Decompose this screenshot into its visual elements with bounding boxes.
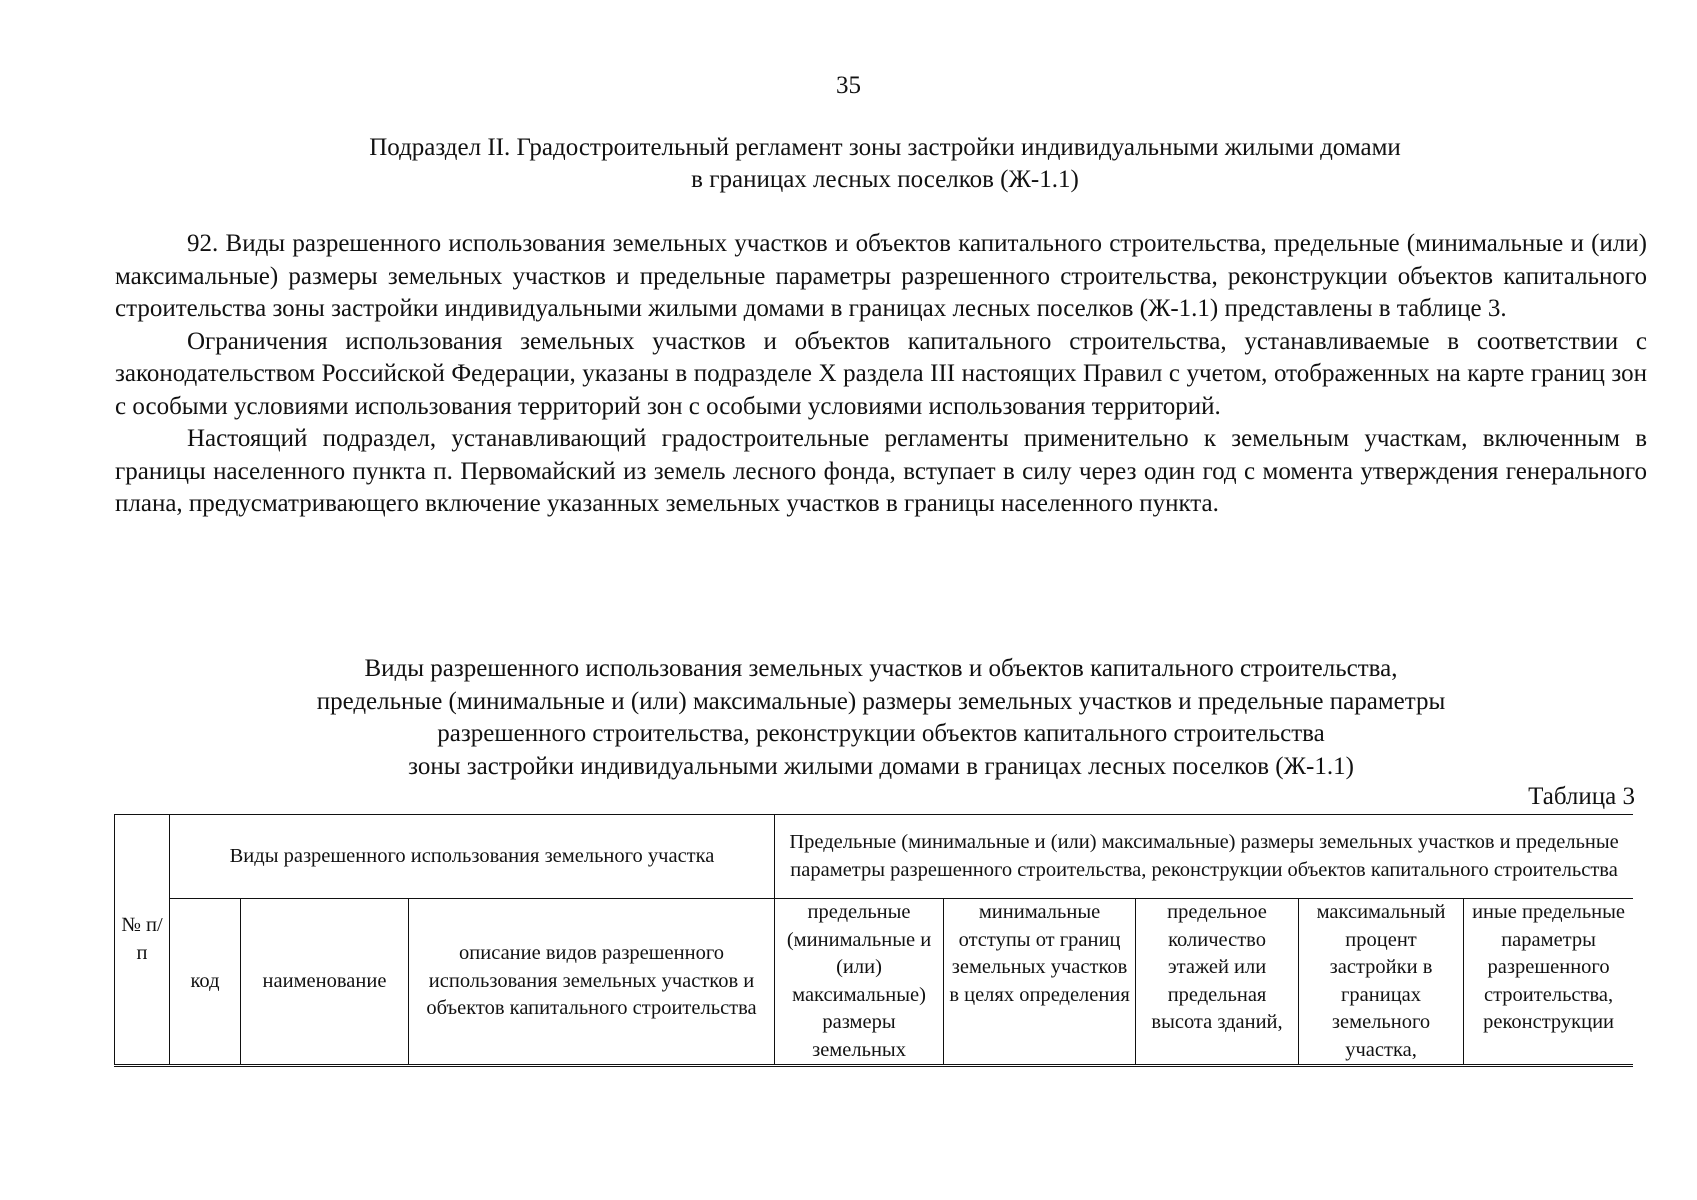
header-description	[409, 899, 775, 1065]
header-group-types-label: Виды разрешенного использования земельного участка	[229, 844, 715, 867]
header-description-label: описание видов разрешенного использования земельных участков и объектов капитального строительства	[426, 942, 757, 1020]
table-caption-line: разрешенного строительства, реконструкции объектов капитального строительства	[437, 720, 1325, 747]
header-code	[170, 899, 241, 1065]
table-caption-line: зоны застройки индивидуальными жилыми домами в границах лесных поселков (Ж-1.1)	[408, 752, 1354, 780]
paragraph-restrictions: Ограничения использования земельных участков и объектов капитального строительства, устанавливаемые в соответствии с законодательством Российской Федерации, указаны в подразделе X раздела III настоящих Правил с учетом, отображенных на карте границ зон с особыми условиями использования территорий зон с особыми условиями использования территорий.	[115, 327, 1647, 420]
table-caption-line: Виды разрешенного использования земельных участков и объектов капитального строительства,	[364, 655, 1398, 682]
paragraph-92: 92. Виды разрешенного использования земельных участков и объектов капитального строительства, предельные (минимальные и (или) максимальные) размеры земельных участков и предельные параметры разрешенного строительства, реконструкции объектов капитального строительства зоны застройки индивидуальными жилыми домами в границах лесных поселков (Ж-1.1) представлены в таблице 3.	[115, 230, 1647, 322]
section-title-line: в границах лесных поселков (Ж-1.1)	[691, 166, 1079, 193]
table-3	[114, 814, 1633, 1067]
table-header-row	[115, 815, 1634, 899]
header-group-types	[170, 815, 775, 899]
page-number: 35	[836, 72, 861, 99]
header-group-limits-label: Предельные (минимальные и (или) максимальные) размеры земельных участков и предельные параметры разрешенного строительства, реконструкции объектов капитального строительства	[789, 831, 1619, 881]
header-number	[115, 815, 170, 1065]
header-other-label: иные предельные параметры разрешенного строительства, реконструкции	[1472, 901, 1626, 1033]
header-floors	[1136, 899, 1299, 1065]
header-coverage	[1299, 899, 1464, 1065]
paragraph-entry-into-force: Настоящий подраздел, устанавливающий градостроительные регламенты применительно к земельным участкам, включенным в границы населенного пункта п. Первомайский из земель лесного фонда, вступает в силу через один год с момента утверждения генерального плана, предусматривающего включение указанных земельных участков в границы населенного пункта.	[115, 425, 1647, 517]
table-caption	[115, 653, 1647, 783]
header-size-label: предельные (минимальные и (или) максимальные) размеры земельных	[786, 901, 932, 1061]
header-code-label: код	[190, 969, 220, 992]
header-name	[241, 899, 409, 1065]
header-coverage-label: максимальный процент застройки в границах земельного участка,	[1316, 901, 1446, 1061]
regulation-table	[114, 814, 1633, 1065]
table-number: Таблица 3	[1528, 783, 1635, 810]
header-setback	[944, 899, 1136, 1065]
section-title-line: Подраздел II. Градостроительный регламент зоны застройки индивидуальными жилыми домами	[369, 134, 1401, 161]
body-text	[115, 228, 1647, 521]
table-subheader-row	[115, 899, 1634, 1065]
header-number-label: № п/п	[121, 914, 163, 964]
section-title	[115, 132, 1655, 196]
header-name-label: наименование	[262, 969, 387, 992]
header-setback-label: минимальные отступы от границ земельных участков в целях определения	[949, 901, 1130, 1006]
table-caption-line: предельные (минимальные и (или) максимальные) размеры земельных участков и предельные параметры	[316, 687, 1446, 715]
header-floors-label: предельное количество этажей или предельная высота зданий,	[1151, 901, 1283, 1033]
header-other	[1464, 899, 1633, 1065]
header-size	[775, 899, 944, 1065]
header-group-limits	[775, 815, 1633, 899]
